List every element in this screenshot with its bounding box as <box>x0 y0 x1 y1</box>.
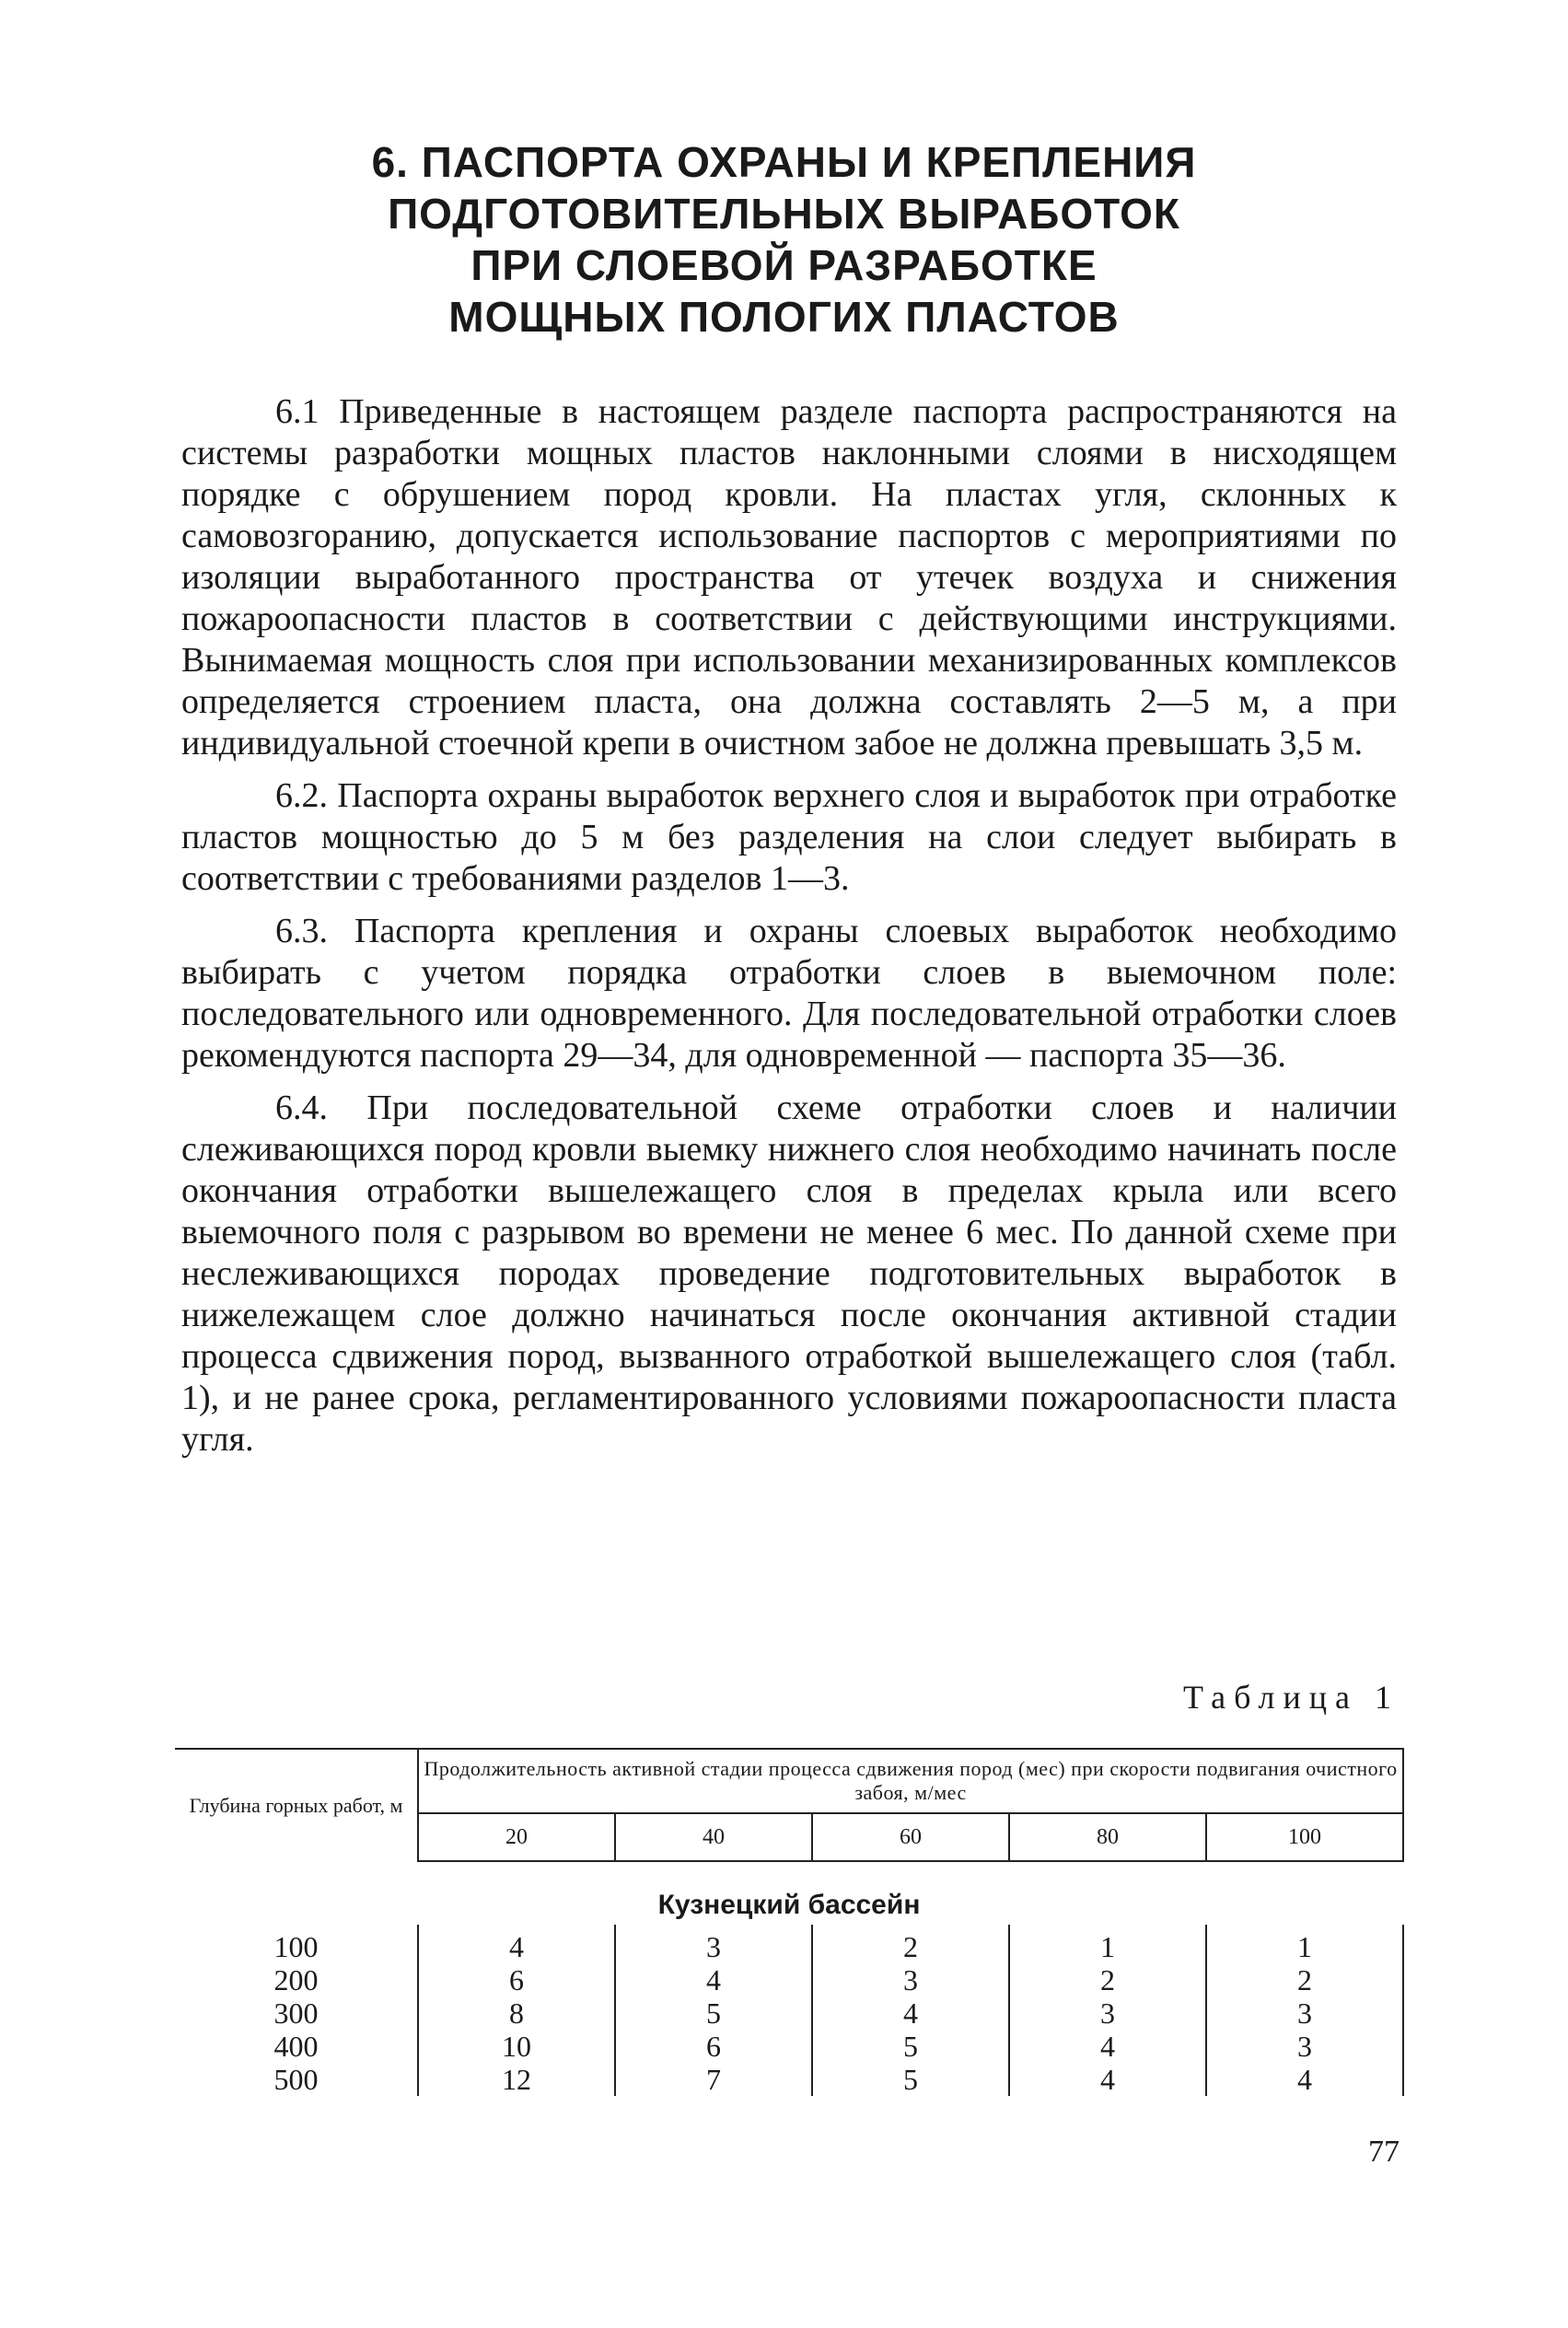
table-row <box>175 1963 1403 1996</box>
value-cell: 4 <box>418 1925 615 1963</box>
value-cell: 2 <box>1206 1963 1403 1996</box>
value-cell: 6 <box>615 2030 812 2063</box>
depth-cell: 500 <box>175 2063 418 2096</box>
value-cell: 10 <box>418 2030 615 2063</box>
value-cell: 4 <box>1206 2063 1403 2096</box>
heading-line: МОЩНЫХ ПОЛОГИХ ПЛАСТОВ <box>448 293 1120 341</box>
value-cell: 5 <box>615 1996 812 2030</box>
speed-header: 40 <box>615 1813 812 1861</box>
value-cell: 4 <box>1009 2030 1206 2063</box>
value-cell: 4 <box>1009 2063 1206 2096</box>
section-heading <box>0 136 1568 343</box>
value-cell: 1 <box>1009 1925 1206 1963</box>
value-cell: 3 <box>1206 1996 1403 2030</box>
value-cell: 3 <box>812 1963 1009 1996</box>
heading-line: 6. ПАСПОРТА ОХРАНЫ И КРЕПЛЕНИЯ <box>371 138 1197 186</box>
speed-header: 100 <box>1206 1813 1403 1861</box>
depth-cell: 200 <box>175 1963 418 1996</box>
paragraph-6-2: 6.2. Паспорта охраны выработок верхнего слоя и выработок при отработке пластов мощностью до 5 м без разделения на слои следует выбирать в соответствии с требованиями разделов 1—3. <box>181 776 1397 898</box>
speed-header: 60 <box>812 1813 1009 1861</box>
depth-cell: 100 <box>175 1925 418 1963</box>
speed-header: 80 <box>1009 1813 1206 1861</box>
value-cell: 7 <box>615 2063 812 2096</box>
page-number: 77 <box>1368 2135 1400 2169</box>
value-cell: 5 <box>812 2063 1009 2096</box>
table-caption: Таблица 1 <box>1183 1679 1400 1716</box>
value-cell: 2 <box>812 1925 1009 1963</box>
heading-line: ПОДГОТОВИТЕЛЬНЫХ ВЫРАБОТОК <box>388 190 1180 238</box>
speed-header: 20 <box>418 1813 615 1861</box>
table-row <box>175 2063 1403 2096</box>
value-cell: 4 <box>615 1963 812 1996</box>
value-cell: 4 <box>812 1996 1009 2030</box>
depth-column-header: Глубина горных работ, м <box>175 1749 418 1861</box>
depth-cell: 400 <box>175 2030 418 2063</box>
table-row <box>175 1925 1403 1963</box>
depth-cell: 300 <box>175 1996 418 2030</box>
value-cell: 12 <box>418 2063 615 2096</box>
table-row <box>175 1996 1403 2030</box>
value-cell: 6 <box>418 1963 615 1996</box>
paragraph-6-4: 6.4. При последовательной схеме отработки слоев и наличии слеживающихся пород кровли выемку нижнего слоя необходимо начинать после окончания отработки вышележащего слоя в пределах крыла или всего выемочного поля с разрывом во времени не менее 6 мес. По данной схеме при неслеживающихся породах проведение подготовительных выработок в нижележащем слое должно начинаться после окончания активной стадии процесса сдвижения пород, вызванного отработкой вышележащего слоя (табл. 1), и не ранее срока, регламентированного условиями пожароопасности пласта угля. <box>181 1088 1397 1459</box>
value-cell: 3 <box>1206 2030 1403 2063</box>
basin-title: Кузнецкий бассейн <box>657 1890 921 1920</box>
table-row <box>175 2030 1403 2063</box>
subsidence-table <box>175 1748 1404 2096</box>
paragraph-6-1: 6.1 Приведенные в настоящем разделе паспорта распространяются на системы разработки мощных пластов наклонными слоями в нисходящем порядке с обрушением пород кровли. На пластах угля, склонных к самовозгоранию, допускается использование паспортов с мероприятиями по изоляции выработанного пространства от утечек воздуха и снижения пожароопасности пластов в соответствии с действующими инструкциями. Вынимаемая мощность слоя при использовании механизированных комплексов определяется строением пласта, она должна составлять 2—5 м, а при индивидуальной стоечной крепи в очистном забое не должна превышать 3,5 м. <box>181 392 1397 762</box>
value-cell: 8 <box>418 1996 615 2030</box>
body-text <box>181 391 1397 1472</box>
value-cell: 2 <box>1009 1963 1206 1996</box>
value-cell: 1 <box>1206 1925 1403 1963</box>
heading-line: ПРИ СЛОЕВОЙ РАЗРАБОТКЕ <box>470 241 1098 289</box>
paragraph-6-3: 6.3. Паспорта крепления и охраны слоевых выработок необходимо выбирать с учетом порядка отработки слоев в выемочном поле: последовательного или одновременного. Для последовательной отработки слоев рекомендуются паспорта 29—34, для одновременной — паспорта 35—36. <box>181 912 1397 1075</box>
value-cell: 3 <box>1009 1996 1206 2030</box>
value-cell: 3 <box>615 1925 812 1963</box>
duration-column-header: Продолжительность активной стадии процесса сдвижения пород (мес) при скорости подвигания очистного забоя, м/мес <box>418 1749 1403 1813</box>
value-cell: 5 <box>812 2030 1009 2063</box>
